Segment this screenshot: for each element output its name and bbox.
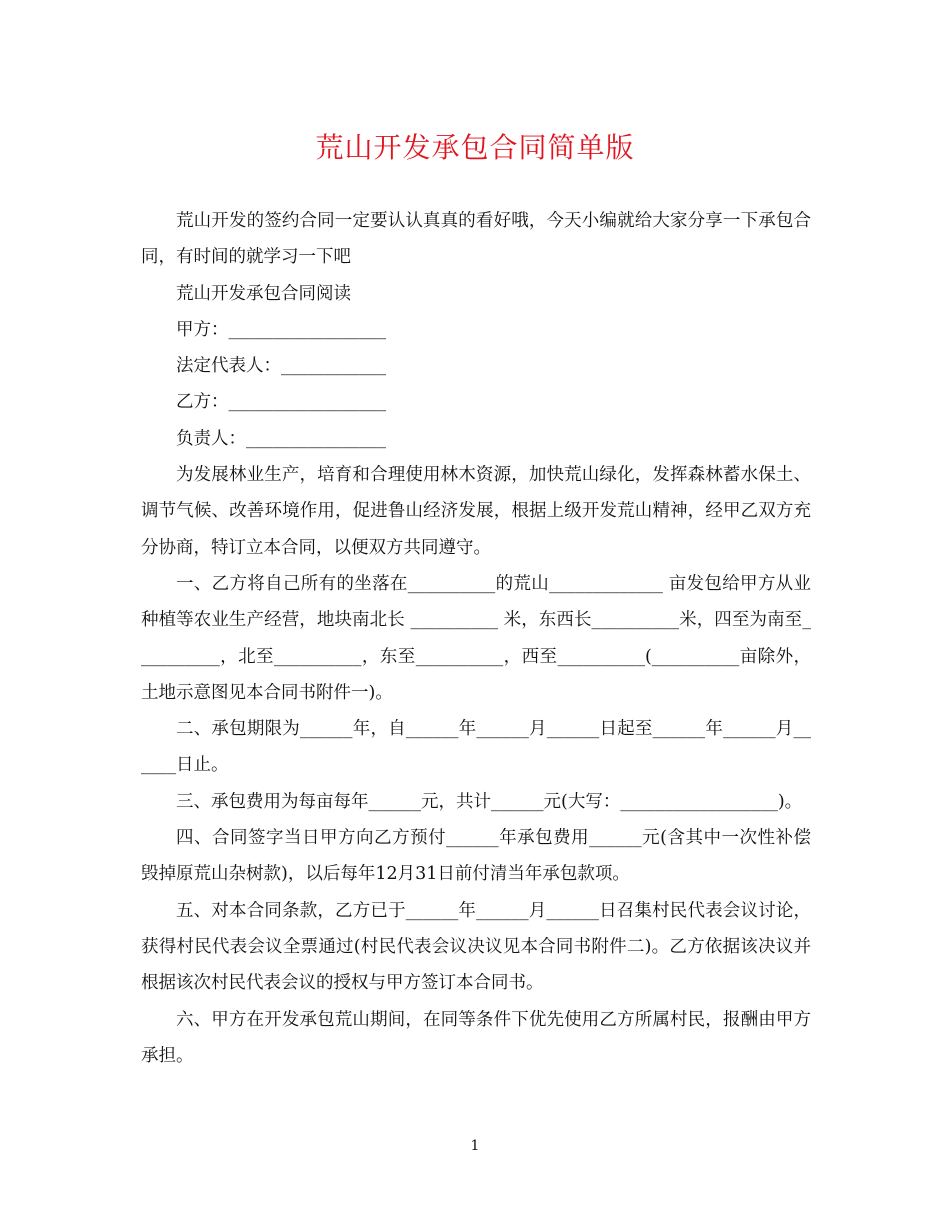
legal-representative-line: 法定代表人：____________ xyxy=(176,356,386,377)
clause-3: 三、承包费用为每亩每年______元，共计______元(大写：__________________)。 xyxy=(176,791,803,812)
document-title: 荒山开发承包合同简单版 xyxy=(315,131,635,164)
clause-4: 四、合同签字当日甲方向乙方预付______年承包费用______元(含其中一次性补偿毁掉原荒山杂树款)，以后每年12月31日前付清当年承包款项。 xyxy=(141,828,811,885)
clause-1: 一、乙方将自己所有的坐落在__________的荒山_____________ 亩发包给甲方从业种植等农业生产经营，地块南北长 __________ 米，东西长__________米，四至为南至__________，北至__________，东至__________，西至__________(__________亩除外，土地示意图见本合同书附件一)。 xyxy=(141,573,811,703)
party-b-line: 乙方：__________________ xyxy=(176,392,386,413)
responsible-person-line: 负责人：________________ xyxy=(176,428,386,449)
clause-5: 五、对本合同条款，乙方已于______年______月______日召集村民代表会议讨论，获得村民代表会议全票通过(村民代表会议决议见本合同书附件二)。乙方依据该决议并根据该次村民代表会议的授权与甲方签订本合同书。 xyxy=(141,900,811,994)
clause-2: 二、承包期限为______年，自______年______月______日起至______年______月______日止。 xyxy=(141,719,811,776)
document-body xyxy=(141,203,811,1074)
page-number: 1 xyxy=(470,1138,480,1154)
preamble-paragraph: 为发展林业生产，培育和合理使用林木资源，加快荒山绿化，发挥森林蓄水保土、调节气候、改善环境作用，促进鲁山经济发展，根据上级开发荒山精神，经甲乙双方充分协商，特订立本合同，以便双方共同遵守。 xyxy=(141,465,811,558)
subtitle-paragraph: 荒山开发承包合同阅读 xyxy=(176,283,351,304)
party-a-line: 甲方：__________________ xyxy=(176,319,386,340)
intro-paragraph: 荒山开发的签约合同一定要认认真真的看好哦，今天小编就给大家分享一下承包合同，有时间的就学习一下吧 xyxy=(141,211,811,268)
clause-6: 六、甲方在开发承包荒山期间，在同等条件下优先使用乙方所属村民，报酬由甲方承担。 xyxy=(141,1009,811,1066)
